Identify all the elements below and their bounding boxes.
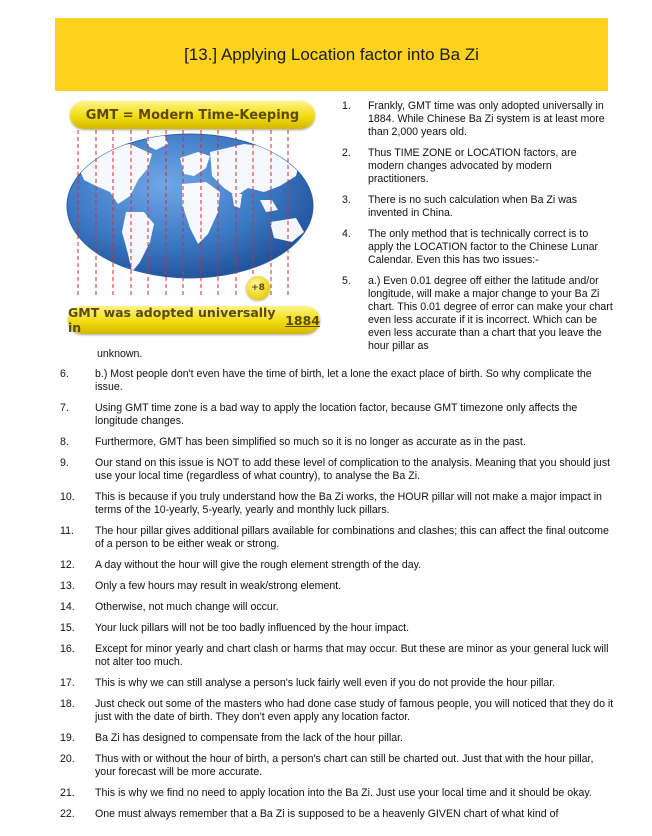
list-text: Thus with or without the hour of birth, a person's chart can still be charted out. Just that with the hour pillar, your forecast will be more accurate. [95, 753, 594, 778]
list-text: a.) Even 0.01 degree off either the latitude and/or longitude, will make a major change to your Ba Zi chart. This 0.01 degree of error can make your chart even less accurate if it is incorrect. Which can be even less accurate than a chart that you leave the hour pillar as [368, 275, 613, 352]
list-item [60, 402, 615, 428]
list-number: 21. [60, 787, 75, 799]
list-item [60, 601, 615, 614]
list-text: This is why we find no need to apply location into the Ba Zi. Just use your local time and it should be okay. [95, 787, 592, 799]
list-item [60, 491, 615, 517]
list-text: The hour pillar gives additional pillars available for combinations and clashes; this can affect the final outcome of a person to be either weak or strong. [95, 525, 609, 550]
list-text: Just check out some of the masters who had done case study of famous people, you will noticed that they do it just with the date of birth. They don't even apply any location factor. [95, 698, 614, 723]
list-number: 13. [60, 580, 75, 592]
page-header [55, 18, 608, 91]
list-number: 14. [60, 601, 75, 613]
list-item [339, 194, 614, 220]
list-text: Ba Zi has designed to compensate from the lack of the hour pillar. [95, 732, 403, 744]
gmt-adopted-year: 1884 [285, 312, 320, 328]
list-item [60, 457, 615, 483]
list-number: 22. [60, 808, 75, 820]
time-offset-badge: +8 [246, 276, 270, 300]
right-point-list [339, 100, 614, 361]
list-item [60, 698, 615, 724]
list-number: 17. [60, 677, 75, 689]
list-number: 7. [60, 402, 69, 414]
list-text: Only a few hours may result in weak/strong element. [95, 580, 342, 592]
gmt-figure [60, 96, 324, 342]
list-item [60, 580, 615, 593]
list-number: 20. [60, 753, 75, 765]
list-number: 4. [342, 228, 351, 240]
list-item [60, 787, 615, 800]
list-text: Using GMT time zone is a bad way to apply the location factor, because GMT timezone only affects the longitude changes. [95, 402, 578, 427]
list-number: 18. [60, 698, 75, 710]
list-item [60, 622, 615, 635]
list-number: 12. [60, 559, 75, 571]
gmt-adopted-text: GMT was adopted universally in [68, 305, 276, 335]
list-text: Thus TIME ZONE or LOCATION factors, are modern changes advocated by modern practitioners. [368, 147, 577, 185]
list-text: Frankly, GMT time was only adopted universally in 1884. While Chinese Ba Zi system is at least more than 2,000 years old. [368, 100, 605, 138]
list-item [60, 559, 615, 572]
list-item [339, 147, 614, 186]
list-item [60, 368, 615, 394]
gmt-adopted-pill [68, 306, 320, 334]
list-number: 15. [60, 622, 75, 634]
list-number: 19. [60, 732, 75, 744]
list-item [339, 100, 614, 139]
list-text: Our stand on this issue is NOT to add these level of complication to the analysis. Meaning that you should just use your local time (regardless of what country), to analyse the Ba Zi. [95, 457, 611, 482]
list-item [60, 677, 615, 690]
list-text: Except for minor yearly and chart clash or harms that may occur. But these are minor as your general luck will not alter too much. [95, 643, 609, 668]
list-text: Otherwise, not much change will occur. [95, 601, 279, 613]
list-item [60, 732, 615, 745]
list-text: This is why we can still analyse a person's luck fairly well even if you do not provide the hour pillar. [95, 677, 556, 689]
list-item [60, 643, 615, 669]
list-continuation-text: unknown. [97, 348, 143, 360]
gmt-label-pill: GMT = Modern Time-Keeping [70, 101, 315, 129]
list-item [339, 228, 614, 267]
main-point-list [60, 368, 615, 829]
list-number: 6. [60, 368, 69, 380]
list-text: Your luck pillars will not be too badly influenced by the hour impact. [95, 622, 410, 634]
list-number: 3. [342, 194, 351, 206]
list-number: 8. [60, 436, 69, 448]
list-number: 11. [60, 525, 74, 537]
list-item [60, 525, 615, 551]
list-text: The only method that is technically correct is to apply the LOCATION factor to the Chinese Lunar Calendar. Even this has two issues:- [368, 228, 599, 266]
page-title: [13.] Applying Location factor into Ba Zi [184, 44, 479, 64]
list-item [60, 436, 615, 449]
list-number: 2. [342, 147, 351, 159]
list-text: Furthermore, GMT has been simplified so much so it is no longer as accurate as in the past. [95, 436, 526, 448]
list-item [60, 808, 615, 821]
list-number: 10. [60, 491, 75, 503]
list-item [60, 753, 615, 779]
list-number: 5. [342, 275, 351, 287]
list-text: One must always remember that a Ba Zi is supposed to be a heavenly GIVEN chart of what kind of [95, 808, 559, 820]
list-text: There is no such calculation when Ba Zi was invented in China. [368, 194, 578, 219]
list-number: 1. [342, 100, 351, 112]
list-number: 16. [60, 643, 75, 655]
list-text: This is because if you truly understand how the Ba Zi works, the HOUR pillar will not make a major impact in terms of the 10-yearly, 5-yearly, yearly and monthly luck pillars. [95, 491, 602, 516]
list-text: b.) Most people don't even have the time of birth, let a lone the exact place of birth. So why complicate the issue. [95, 368, 592, 393]
list-item [339, 275, 614, 353]
list-number: 9. [60, 457, 69, 469]
list-text: A day without the hour will give the rough element strength of the day. [95, 559, 422, 571]
